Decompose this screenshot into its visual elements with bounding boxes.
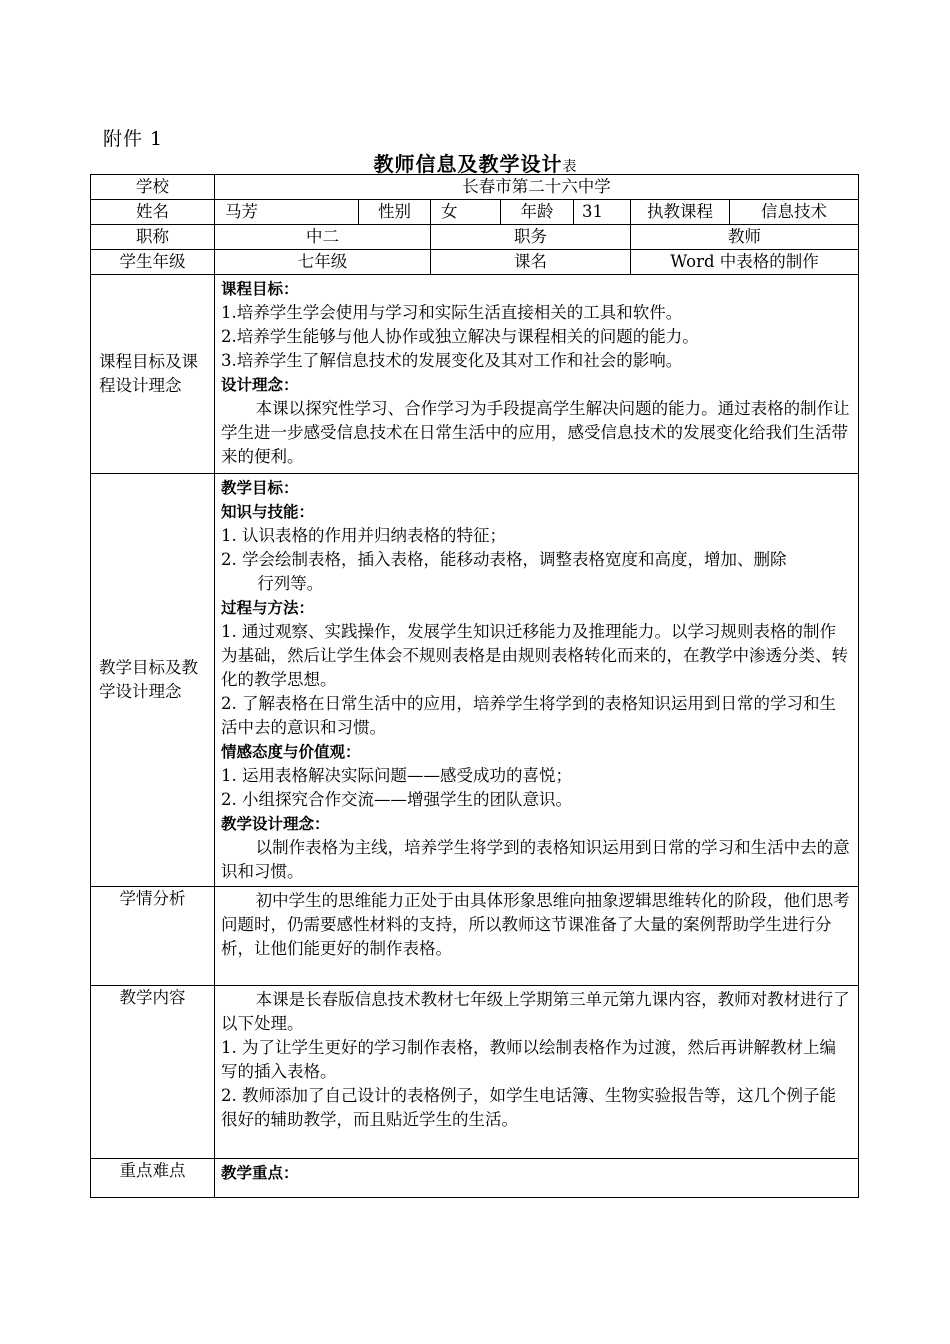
grade-value: 七年级 (215, 250, 431, 275)
attitude-item: 1. 运用表格解决实际问题——感受成功的喜悦； (221, 766, 572, 785)
teaching-content-intro: 本课是长春版信息技术教材七年级上学期第三单元第九课内容，教师对教材进行了以下处理。 (221, 990, 850, 1033)
key-points-label: 重点难点 (91, 1159, 215, 1198)
process-item: 1. 通过观察、实践操作，发展学生知识迁移能力及推理能力。以学习规则表格的制作为基础，然后让学生体会不规则表格是由规则表格转化而来的，在教学中渗透分类、转化的教学思想。 (221, 622, 848, 689)
course-goal-item: 2.培养学生能够与他人协作或独立解决与课程相关的问题的能力。 (221, 327, 699, 346)
knowledge-item-continued: 行列等。 (257, 574, 324, 593)
title-label: 职称 (91, 225, 215, 250)
document-title-main: 教师信息及教学设计 (373, 152, 563, 176)
grade-label: 学生年级 (91, 250, 215, 275)
teaching-content-label: 教学内容 (91, 986, 215, 1159)
attitude-values-heading: 情感态度与价值观： (221, 743, 361, 761)
teaching-goals-label: 教学目标及教学设计理念 (91, 474, 215, 887)
row-grade (91, 250, 859, 275)
row-key-points (91, 1159, 859, 1198)
post-value: 教师 (631, 225, 859, 250)
school-label: 学校 (91, 175, 215, 200)
key-points-content (215, 1159, 859, 1198)
document-title (0, 148, 950, 177)
row-student-analysis (91, 887, 859, 986)
student-analysis-content (215, 887, 859, 986)
course-value: 信息技术 (730, 200, 859, 225)
name-value: 马芳 (215, 200, 359, 225)
knowledge-item: 2. 学会绘制表格，插入表格，能移动表格，调整表格宽度和高度，增加、删除 (221, 550, 787, 569)
design-concept-text: 本课以探究性学习、合作学习为手段提高学生解决问题的能力。通过表格的制作让学生进一步感受信息技术在日常生活中的应用，感受信息技术的发展变化给我们生活带来的便利。 (221, 399, 850, 466)
lesson-label: 课名 (431, 250, 631, 275)
course-label: 执教课程 (631, 200, 730, 225)
teaching-goals-content (215, 474, 859, 887)
age-label: 年龄 (501, 200, 574, 225)
row-course-goals (91, 275, 859, 474)
row-title (91, 225, 859, 250)
row-teaching-goals (91, 474, 859, 887)
design-concept-heading: 设计理念： (221, 376, 299, 394)
row-name (91, 200, 859, 225)
teaching-content-content (215, 986, 859, 1159)
knowledge-item: 1. 认识表格的作用并归纳表格的特征； (221, 526, 506, 545)
teaching-design-concept-text: 以制作表格为主线，培养学生将学到的表格知识运用到日常的学习和生活中去的意识和习惯。 (221, 838, 850, 881)
process-item: 2. 了解表格在日常生活中的应用，培养学生将学到的表格知识运用到日常的学习和生活中去的意识和习惯。 (221, 694, 836, 737)
course-goals-content (215, 275, 859, 474)
document-title-suffix: 表 (562, 159, 577, 175)
lesson-value: Word 中表格的制作 (631, 250, 859, 275)
name-label: 姓名 (91, 200, 215, 225)
course-goals-label: 课程目标及课程设计理念 (91, 275, 215, 474)
teaching-content-item: 2. 教师添加了自己设计的表格例子，如学生电话簿、生物实验报告等，这几个例子能很好的辅助教学，而且贴近学生的生活。 (221, 1086, 836, 1129)
post-label: 职务 (431, 225, 631, 250)
teaching-focus-heading: 教学重点： (221, 1164, 299, 1182)
teaching-content-item: 1. 为了让学生更好的学习制作表格，教师以绘制表格作为过渡，然后再讲解教材上编写的插入表格。 (221, 1038, 836, 1081)
row-school (91, 175, 859, 200)
age-value: 31 (574, 200, 631, 225)
teacher-info-table (90, 174, 859, 1198)
teaching-goals-heading: 教学目标： (221, 479, 299, 497)
knowledge-skills-heading: 知识与技能： (221, 503, 315, 521)
course-goal-item: 1.培养学生学会使用与学习和实际生活直接相关的工具和软件。 (221, 303, 683, 322)
annex-label: 附件 1 (103, 128, 164, 150)
course-goals-heading: 课程目标： (221, 280, 299, 298)
student-analysis-label: 学情分析 (91, 887, 215, 986)
gender-value: 女 (431, 200, 501, 225)
row-teaching-content (91, 986, 859, 1159)
title-value: 中二 (215, 225, 431, 250)
gender-label: 性别 (359, 200, 431, 225)
attitude-item: 2. 小组探究合作交流——增强学生的团队意识。 (221, 790, 572, 809)
course-goal-item: 3.培养学生了解信息技术的发展变化及其对工作和社会的影响。 (221, 351, 683, 370)
student-analysis-text: 初中学生的思维能力正处于由具体形象思维向抽象逻辑思维转化的阶段，他们思考问题时，仍需要感性材料的支持，所以教师这节课准备了大量的案例帮助学生进行分析，让他们能更好的制作表格。 (221, 891, 850, 958)
teaching-design-concept-heading: 教学设计理念： (221, 815, 330, 833)
school-value: 长春市第二十六中学 (215, 175, 859, 200)
process-methods-heading: 过程与方法： (221, 599, 315, 617)
